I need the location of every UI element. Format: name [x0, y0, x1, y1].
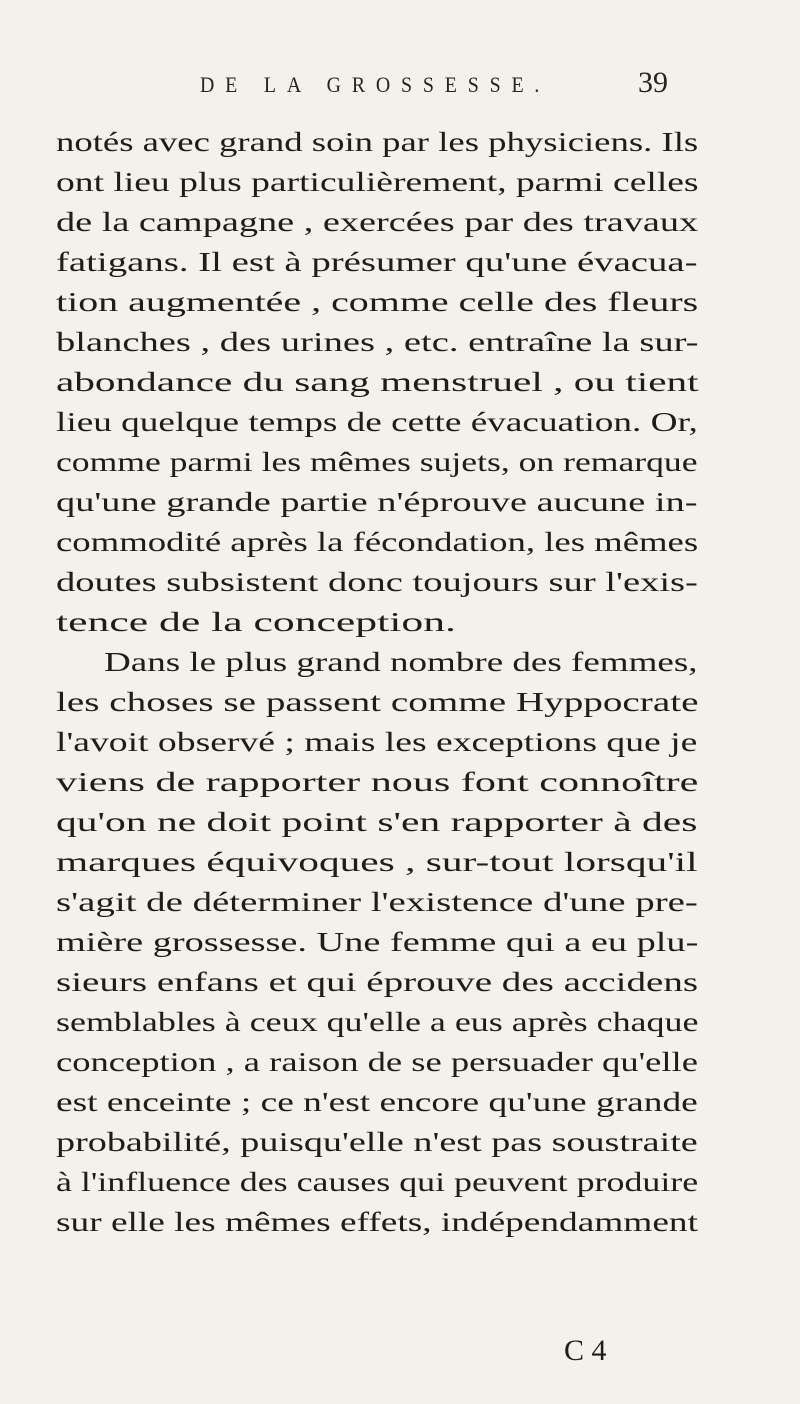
text-line: abondance du sang menstruel , ou tient [56, 366, 699, 397]
text-line: blanches , des urines , etc. entraîne la sur- [56, 326, 699, 357]
text-line: sur elle les mêmes effets, indépendamment [56, 1206, 698, 1237]
running-title: DE LA GROSSESSE. [200, 72, 551, 97]
text-line: s'agit de déterminer l'existence d'une pre- [56, 886, 698, 917]
text-line: Dans le plus grand nombre des femmes, [104, 646, 698, 677]
text-line: qu'une grande partie n'éprouve aucune in- [56, 486, 698, 517]
text-line: commodité après la fécondation, les mêmes [56, 526, 699, 557]
page-number: 39 [638, 66, 668, 99]
text-line: les choses se passent comme Hyppocrate [56, 686, 699, 717]
text-line: viens de rapporter nous font connoître [56, 766, 699, 797]
text-line: fatigans. Il est à présumer qu'une évacua- [56, 246, 698, 277]
text-line: est enceinte ; ce n'est encore qu'une grande [56, 1086, 698, 1117]
text-line: comme parmi les mêmes sujets, on remarque [56, 446, 698, 477]
text-line: doutes subsistent donc toujours sur l'exis- [56, 566, 698, 597]
signature-mark: C 4 [564, 1334, 607, 1367]
text-line: ont lieu plus particulièrement, parmi celles [56, 166, 699, 197]
text-line: de la campagne , exercées par des travaux [56, 206, 699, 237]
text-line: l'avoit observé ; mais les exceptions que je [56, 726, 698, 757]
text-line: à l'influence des causes qui peuvent produire [56, 1166, 699, 1197]
text-line: mière grossesse. Une femme qui a eu plu- [56, 926, 699, 957]
text-line: qu'on ne doit point s'en rapporter à des [56, 806, 698, 837]
text-line: probabilité, puisqu'elle n'est pas soustraite [56, 1126, 698, 1157]
text-line: conception , a raison de se persuader qu'elle [56, 1046, 698, 1077]
text-line: notés avec grand soin par les physiciens. Ils [56, 126, 699, 157]
text-line: lieu quelque temps de cette évacuation. Or, [56, 406, 698, 437]
text-line: marques équivoques , sur-tout lorsqu'il [56, 846, 698, 877]
text-line: semblables à ceux qu'elle a eus après chaque [56, 1006, 699, 1037]
text-line: tion augmentée , comme celle des fleurs [56, 286, 699, 317]
text-line: sieurs enfans et qui éprouve des accidens [56, 966, 699, 997]
text-line: tence de la conception. [56, 606, 456, 637]
